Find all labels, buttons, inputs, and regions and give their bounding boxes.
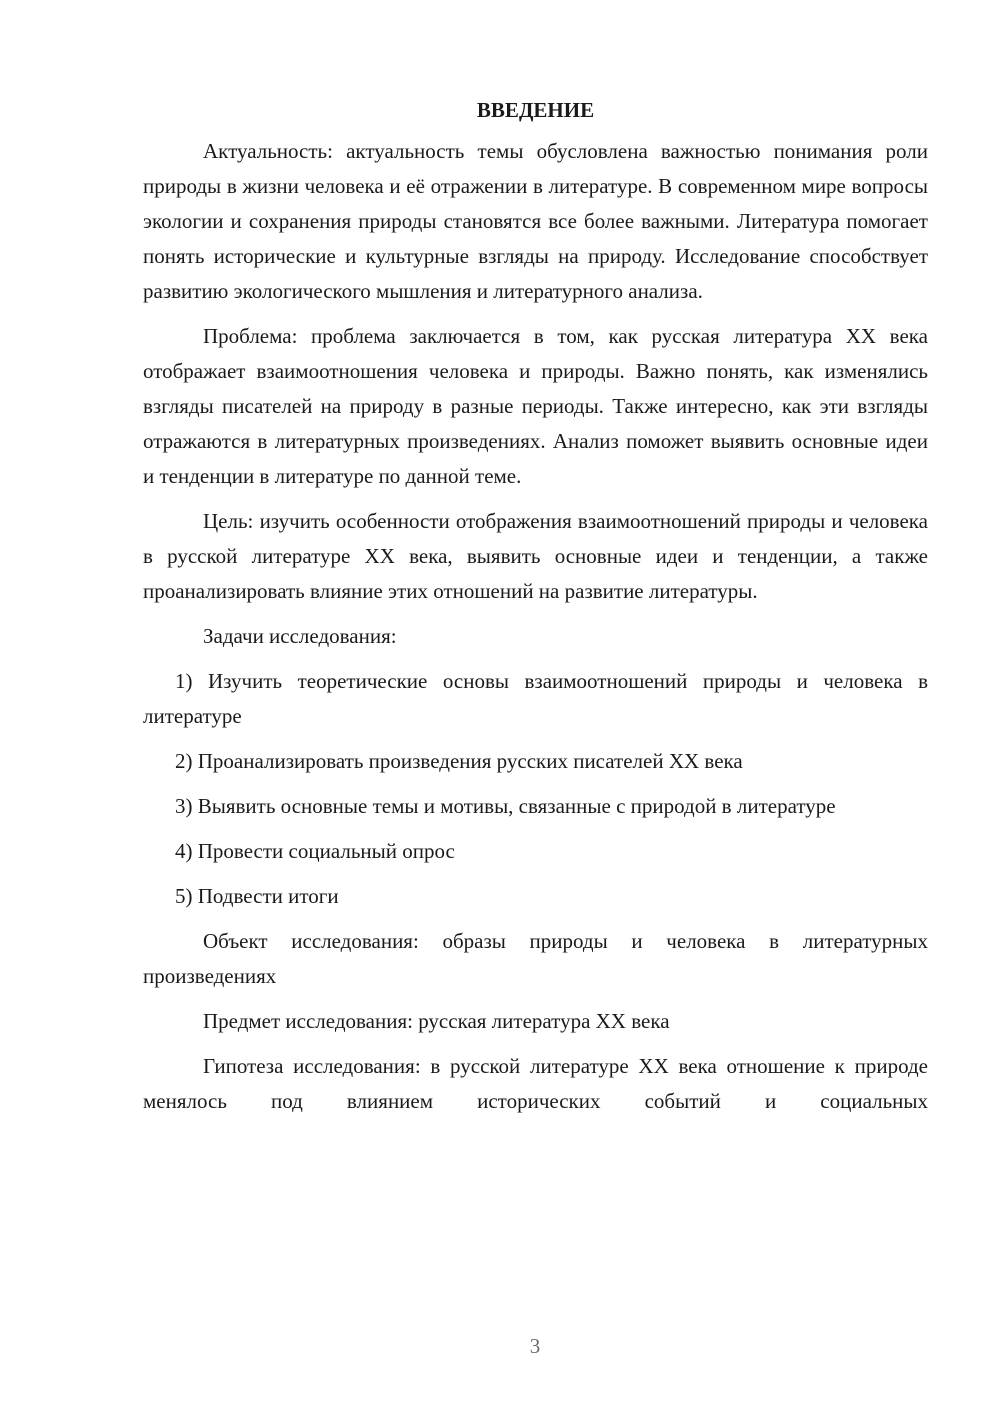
- subject-paragraph: Предмет исследования: русская литература XX века: [203, 1009, 670, 1033]
- problem-paragraph: Проблема: проблема заключается в том, как русская литература XX века отображает взаимоотношения человека и природы. Важно понять, как изменялись взгляды писателей на природу в разные периоды. Также интересно, как эти взгляды отражаются в литературных произведениях. Анализ поможет выявить основные идеи и тенденции в литературе по данной теме.: [143, 324, 928, 488]
- object-paragraph: Объект исследования: образы природы и человека в литературных произведениях: [143, 929, 928, 988]
- task-item-1: 1) Изучить теоретические основы взаимоотношений природы и человека в литературе: [143, 669, 928, 728]
- tasks-title: Задачи исследования:: [203, 624, 397, 648]
- section-heading: ВВЕДЕНИЕ: [476, 98, 595, 122]
- hypothesis-paragraph: Гипотеза исследования: в русской литературе XX века отношение к природе менялось под влиянием исторических событий и социальных: [143, 1054, 928, 1113]
- goal-paragraph: Цель: изучить особенности отображения взаимоотношений природы и человека в русской литературе XX века, выявить основные идеи и тенденции, а также проанализировать влияние этих отношений на развитие литературы.: [143, 509, 928, 603]
- task-item-4: 4) Провести социальный опрос: [175, 839, 455, 863]
- relevance-paragraph: Актуальность: актуальность темы обусловлена важностью понимания роли природы в жизни человека и её отражении в литературе. В современном мире вопросы экологии и сохранения природы становятся все более важными. Литература помогает понять исторические и культурные взгляды на природу. Исследование способствует развитию экологического мышления и литературного анализа.: [143, 139, 928, 303]
- page-number: 3: [529, 1334, 541, 1358]
- task-item-3: 3) Выявить основные темы и мотивы, связанные с природой в литературе: [175, 794, 836, 818]
- task-item-5: 5) Подвести итоги: [175, 884, 339, 908]
- document-page: [143, 96, 928, 1129]
- task-item-2: 2) Проанализировать произведения русских писателей XX века: [175, 749, 743, 773]
